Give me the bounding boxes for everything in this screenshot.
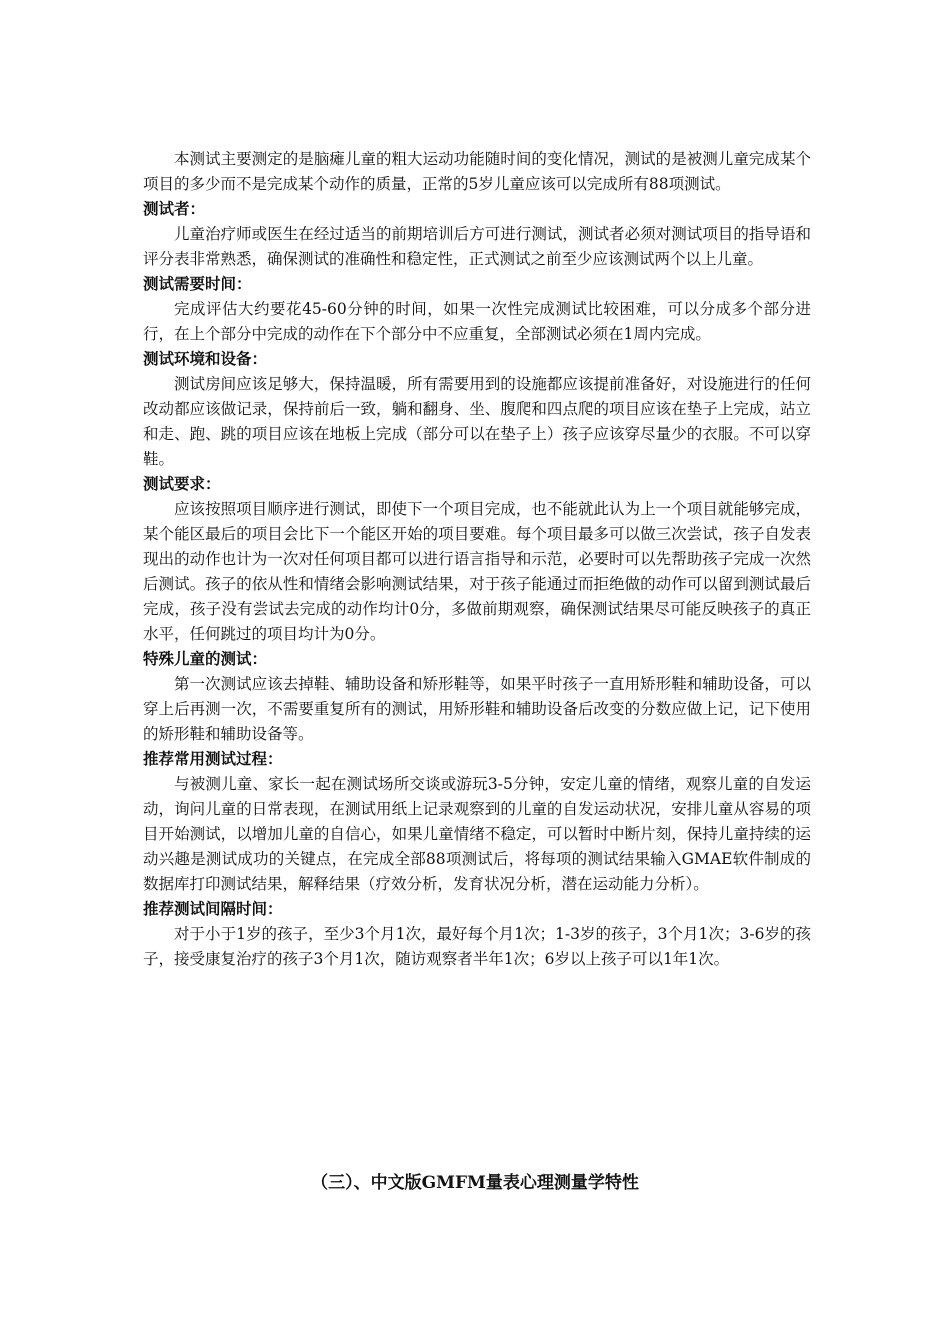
paragraph-special-children: 第一次测试应该去掉鞋、辅助设备和矫形鞋等，如果平时孩子一直用矫形鞋和辅助设备，可以穿上后再测一次，不需要重复所有的测试，用矫形鞋和辅助设备后改变的分数应做上记，记下使用的矫形鞋和辅助设备等。 [143, 675, 811, 743]
heading-requirements: 测试要求： [143, 475, 221, 493]
heading-interval: 推荐测试间隔时间： [143, 900, 283, 918]
heading-tester: 测试者： [143, 200, 206, 218]
intro-paragraph: 本测试主要测定的是脑瘫儿童的粗大运动功能随时间的变化情况，测试的是被测儿童完成某个项目的多少而不是完成某个动作的质量，正常的5岁儿童应该可以完成所有88项测试。 [143, 150, 811, 193]
paragraph-interval: 对于小于1岁的孩子，至少3个月1次，最好每个月1次；1-3岁的孩子，3个月1次；3-6岁的孩子，接受康复治疗的孩子3个月1次，随访观察者半年1次；6岁以上孩子可以1年1次。 [143, 925, 811, 968]
document-body [143, 147, 811, 972]
heading-special-children: 特殊儿童的测试： [143, 650, 268, 668]
heading-procedure: 推荐常用测试过程： [143, 750, 283, 768]
heading-environment: 测试环境和设备： [143, 350, 268, 368]
paragraph-tester: 儿童治疗师或医生在经过适当的前期培训后方可进行测试，测试者必须对测试项目的指导语和评分表非常熟悉，确保测试的准确性和稳定性，正式测试之前至少应该测试两个以上儿童。 [143, 225, 811, 268]
paragraph-test-time: 完成评估大约要花45-60分钟的时间，如果一次性完成测试比较困难，可以分成多个部分进行，在上个部分中完成的动作在下个部分中不应重复，全部测试必须在1周内完成。 [143, 300, 811, 343]
paragraph-requirements: 应该按照项目顺序进行测试，即使下一个项目完成，也不能就此认为上一个项目就能够完成，某个能区最后的项目会比下一个能区开始的项目要难。每个项目最多可以做三次尝试，孩子自发表现出的动作也计为一次对任何项目都可以进行语言指导和示范，必要时可以先帮助孩子完成一次然后测试。孩子的依从性和情绪会影响测试结果，对于孩子能通过而拒绝做的动作可以留到测试最后完成，孩子没有尝试去完成的动作均计0分，多做前期观察，确保测试结果尽可能反映孩子的真正水平，任何跳过的项目均计为0分。 [143, 500, 811, 643]
heading-test-time: 测试需要时间： [143, 275, 252, 293]
paragraph-environment: 测试房间应该足够大，保持温暖，所有需要用到的设施都应该提前准备好，对设施进行的任何改动都应该做记录，保持前后一致，躺和翻身、坐、腹爬和四点爬的项目应该在垫子上完成，站立和走、跑、跳的项目应该在地板上完成（部分可以在垫子上）孩子应该穿尽量少的衣服。不可以穿鞋。 [143, 375, 811, 468]
paragraph-procedure: 与被测儿童、家长一起在测试场所交谈或游玩3-5分钟，安定儿童的情绪，观察儿童的自发运动，询问儿童的日常表现，在测试用纸上记录观察到的儿童的自发运动状况，安排儿童从容易的项目开始测试，以增加儿童的自信心，如果儿童情绪不稳定，可以暂时中断片刻，保持儿童持续的运动兴趣是测试成功的关键点，在完成全部88项测试后，将每项的测试结果输入GMAE软件制成的数据库打印测试结果，解释结果（疗效分析，发育状况分析，潜在运动能力分析）。 [143, 775, 811, 893]
section-title: （三）、中文版GMFM量表心理测量学特性 [311, 1173, 639, 1193]
